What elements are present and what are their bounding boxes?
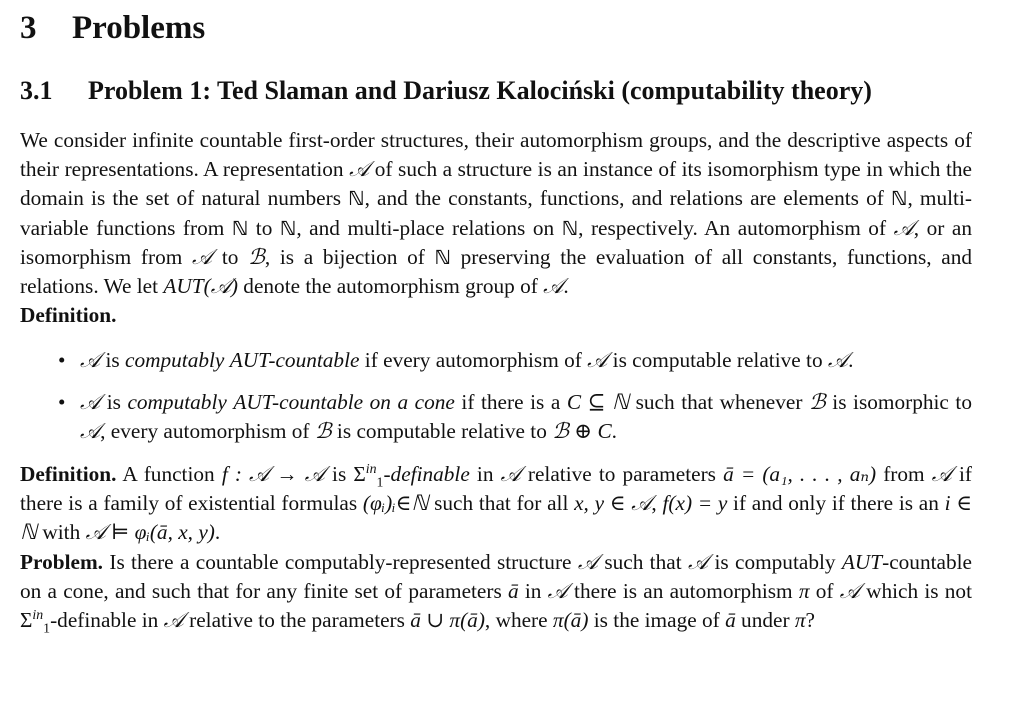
list-item: • 𝒜 is computably AUT-countable if every automorphism of 𝒜 is computable relative to 𝒜. [58,348,854,374]
section-number: 3 [20,10,37,46]
subsection-title: Problem 1: Ted Slaman and Dariusz Kalociński (computability theory) [88,76,872,105]
definition-list [20,346,972,446]
subsection-number: 3.1 [20,76,53,105]
intro-paragraph: We consider infinite countable first-order structures, their automorphism groups, and the descriptive aspects of their representations. A representation 𝒜 of such a structure is an instance of its isomorphism type in which the domain is the set of natural numbers ℕ, and the constants, functions, and relations are elements of ℕ, multi-variable functions from ℕ to ℕ, and multi-place relations on ℕ, respectively. An automorphism of 𝒜, or an isomorphism from 𝒜 to ℬ, is a bijection of ℕ preserving the evaluation of all constants, functions, and relations. We let AUT(𝒜) denote the automorphism group of 𝒜. [20,128,972,300]
definition-paragraph: Definition. A function f : 𝒜 → 𝒜 is $\Sigma^{in}_1$-definable in 𝒜 relative to parameters ā = (a₁, . . . , aₙ) from 𝒜 if there is a family of existential formulas (φᵢ)ᵢ∈ℕ such that for all x, y ∈ 𝒜, f(x) = y if and only if there is an i ∈ ℕ with 𝒜 ⊨ φᵢ(ā, x, y). [20,460,973,545]
section-heading [20,10,205,47]
problem-paragraph: Problem. Is there a countable computably-represented structure 𝒜 such that 𝒜 is computably AUT-countable on a cone, and such that for any finite set of parameters ā in 𝒜 there is an automorphism π of 𝒜 which is not $\Sigma^{in}_1$-definable in 𝒜 relative to the parameters ā ∪ π(ā), where π(ā) is the image of ā under π? [20,549,972,636]
section-title: Problems [72,10,206,46]
subsection-heading [20,76,872,106]
list-item: • 𝒜 is computably AUT-countable on a cone if there is a C ⊆ ℕ such that whenever ℬ is isomorphic to 𝒜, every automorphism of ℬ is computable relative to ℬ ⊕ C. [58,389,972,444]
definition-label: Definition. [20,303,117,328]
body-text [20,126,972,635]
